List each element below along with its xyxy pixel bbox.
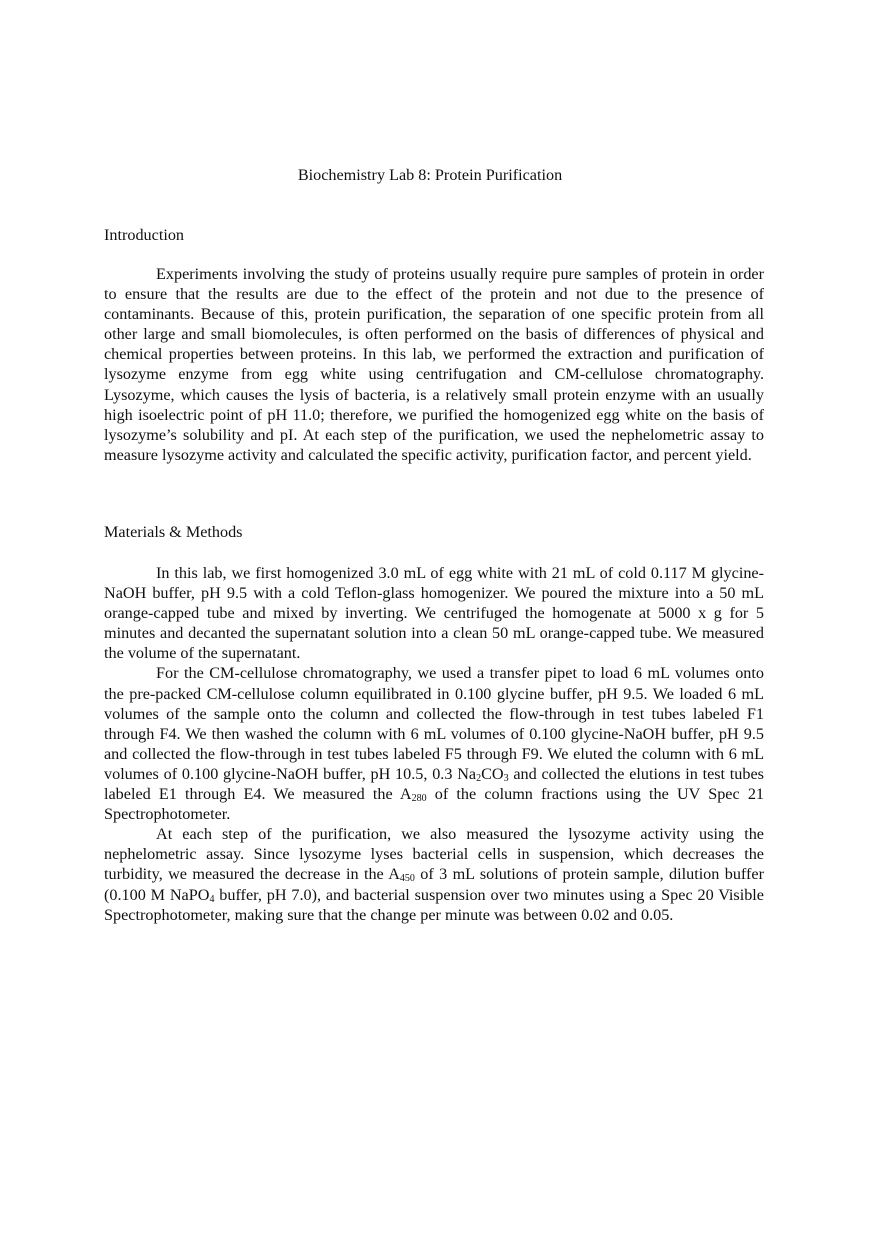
methods-paragraph-3 [104,824,764,924]
introduction-section [104,264,764,465]
na2co3-subscript-1: 2 [476,772,482,784]
methods-paragraph-3-text-c: buffer, pH 7.0), and bacterial suspension over two minutes using a Spec 20 Visible Spectrophotometer, making sure that the change per minute was between 0.02 and 0.05. [104,885,764,924]
methods-paragraph-2-text-c: and collected the elutions in test tubes labeled E1 through E4. We measured the A [104,764,764,804]
methods-paragraph-2 [104,663,764,824]
na2co3-subscript-2: 3 [503,772,509,784]
introduction-paragraph: Experiments involving the study of proteins usually require pure samples of protein in order to ensure that the results are due to the effect of the protein and not due to the presence of contaminants. Because of this, protein purification, the separation of one specific protein from all other large and small biomolecules, is often performed on the basis of differences of physical and chemical properties between proteins. In this lab, we performed the extraction and purification of lysozyme enzyme from egg white using centrifugation and CM-cellulose chromatography. Lysozyme, which causes the lysis of bacteria, is a relatively small protein enzyme with an usually high isoelectric point of pH 11.0; therefore, we purified the homogenized egg white on the basis of lysozyme’s solubility and pI. At each step of the purification, we used the nephelometric assay to measure lysozyme activity and calculated the specific activity, purification factor, and percent yield. [104,265,764,464]
methods-paragraph-3-text-b: of 3 mL solutions of protein sample, dilution buffer (0.100 M NaPO [104,865,764,904]
napo4-subscript: 4 [209,893,215,905]
a450-subscript: 450 [399,873,415,885]
methods-paragraph-2-text-a: For the CM-cellulose chromatography, we used a transfer pipet to load 6 mL volumes onto the pre-packed CM-cellulose column equilibrated in 0.100 glycine buffer, pH 9.5. We loaded 6 mL volumes of the sample onto the column and collected the flow-through in test tubes labeled F1 through F4. We then washed the column with 6 mL volumes of 0.100 glycine-NaOH buffer, pH 9.5 and collected the flow-through in test tubes labeled F5 through F9. We eluted the column with 6 mL volumes of 0.100 glycine-NaOH buffer, pH 10.5, 0.3 Na [104,664,764,783]
methods-paragraph-2-text-d: of the column fractions using the UV Spec 21 Spectrophotometer. [104,785,765,824]
methods-paragraph-1: In this lab, we first homogenized 3.0 mL of egg white with 21 mL of cold 0.117 M glycine-NaOH buffer, pH 9.5 with a cold Teflon-glass homogenizer. We poured the mixture into a 50 mL orange-capped tube and mixed by inverting. We centrifuged the homogenate at 5000 x g for 5 minutes and decanted the supernatant solution into a clean 50 mL orange-capped tube. We measured the volume of the supernatant. [104,564,764,663]
methods-paragraph-3-text-a: At each step of the purification, we also measured the lysozyme activity using the nephelometric assay. Since lysozyme lyses bacterial cells in suspension, which decreases the turbidity, we measured the decrease in the A [104,825,764,884]
methods-heading: Materials & Methods [104,523,243,541]
methods-section [104,563,764,925]
a280-subscript: 280 [411,793,427,805]
introduction-heading: Introduction [104,226,185,244]
methods-paragraph-2-text-b: CO [481,764,504,783]
document-title: Biochemistry Lab 8: Protein Purification [297,166,563,184]
